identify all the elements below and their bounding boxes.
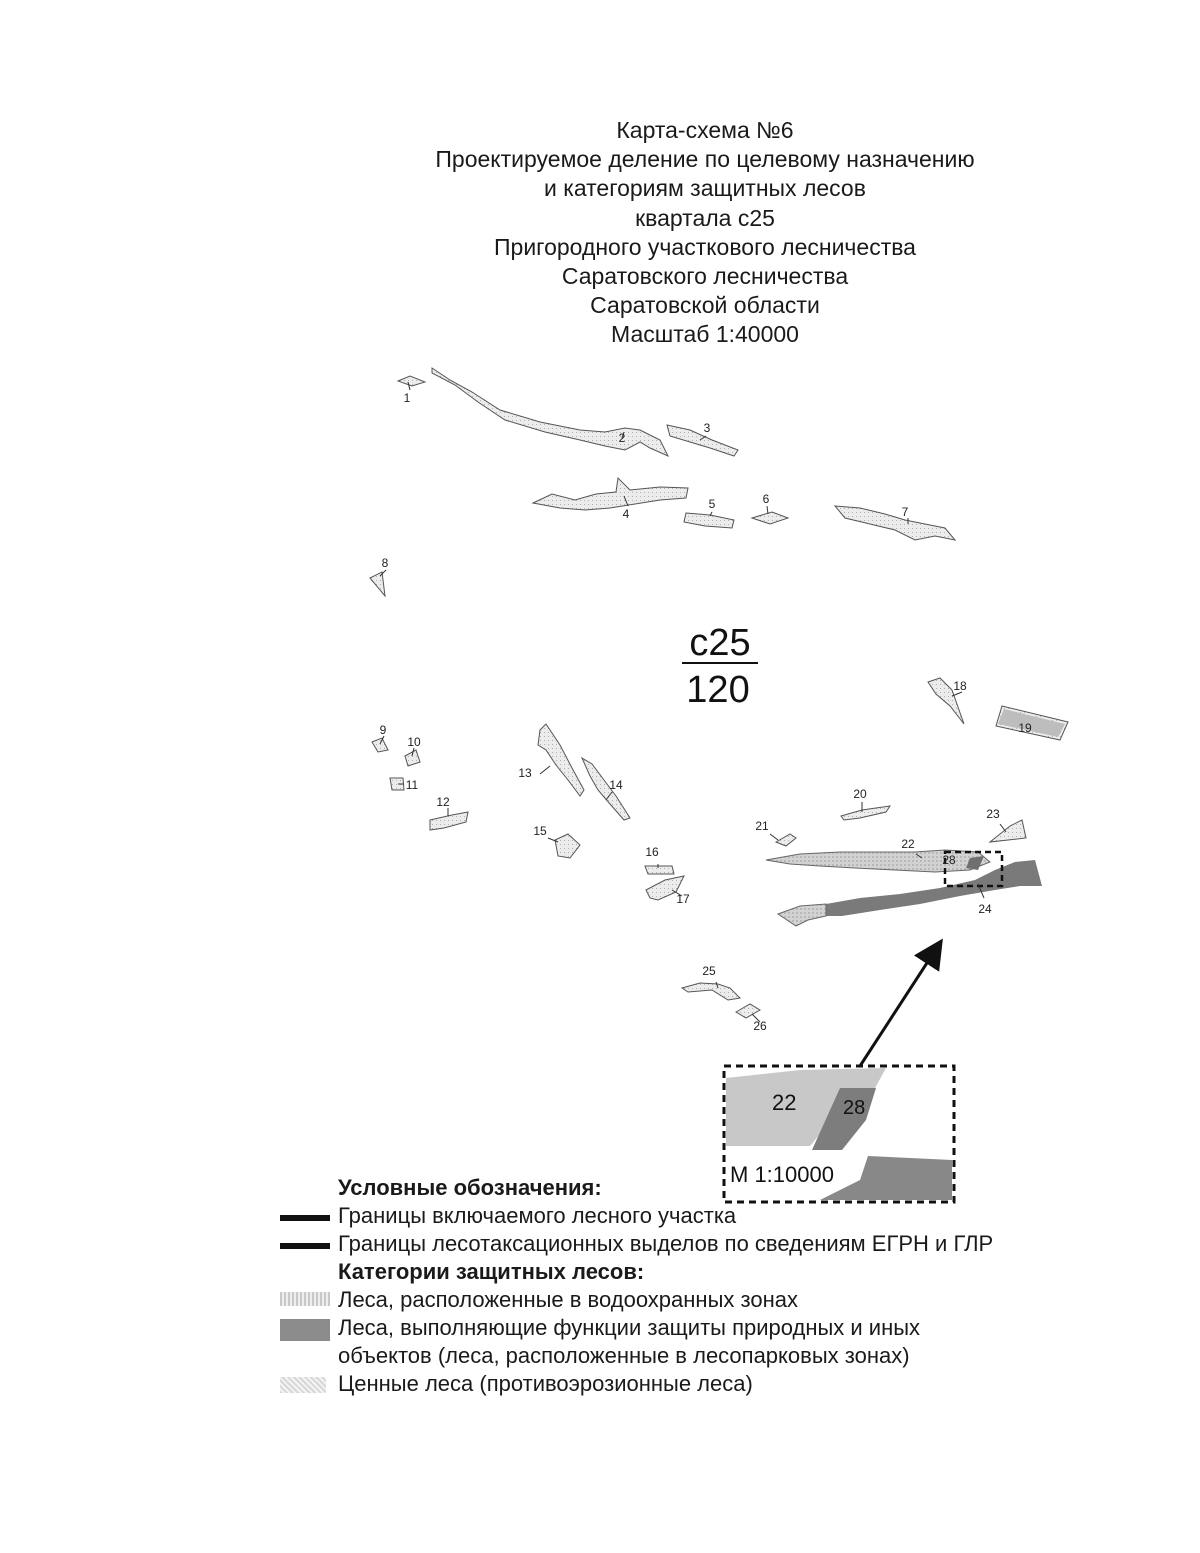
legend-row-valuable: [280, 1370, 993, 1398]
plot-number-11: 11: [405, 778, 419, 792]
plot-26: [736, 1004, 760, 1018]
plot-number-26: 26: [753, 1019, 767, 1033]
title-line: Проектируемое деление по целевому назначению: [435, 146, 975, 173]
plot-1: [398, 376, 425, 386]
legend-heading: Условные обозначения:: [338, 1175, 602, 1200]
plot-number-6: 6: [762, 492, 770, 506]
plot-number-1: 1: [403, 391, 411, 405]
plot-number-14: 14: [609, 778, 623, 792]
plot-23: [990, 820, 1026, 842]
legend-categories-heading: Категории защитных лесов:: [338, 1259, 645, 1284]
plot-7: [835, 506, 955, 540]
legend-row-boundary-egrn: [280, 1230, 993, 1258]
plot-number-25: 25: [702, 964, 716, 978]
plot-2: [432, 368, 668, 456]
plot-25: [682, 983, 740, 1000]
plot-number-19: 19: [1018, 721, 1032, 735]
legend: [280, 1174, 993, 1398]
leader-line: [540, 766, 550, 774]
plot-number-7: 7: [901, 505, 909, 519]
plot-number-4: 4: [622, 507, 630, 521]
leader-line: [767, 506, 768, 514]
plot-number-3: 3: [703, 421, 711, 435]
plot-12: [430, 812, 468, 830]
legend-label: Ценные леса (противоэрозионные леса): [338, 1371, 753, 1396]
inset-arrow: [860, 946, 938, 1066]
inset-scale: М 1:10000: [730, 1162, 834, 1187]
legend-label: Леса, расположенные в водоохранных зонах: [338, 1287, 798, 1312]
legend-swatch-water: [280, 1292, 330, 1306]
plot-6: [752, 512, 788, 524]
title-line: Саратовской области: [590, 292, 820, 319]
legend-label: Границы лесотаксационных выделов по сведениям ЕГРН и ГЛР: [338, 1231, 994, 1256]
plot-number-16: 16: [645, 845, 659, 859]
plot-number-5: 5: [708, 497, 716, 511]
plot-22: [766, 850, 990, 872]
plot-number-17: 17: [676, 892, 690, 906]
quarter-number: с25: [689, 622, 751, 664]
title-line: Пригородного участкового лесничества: [494, 233, 916, 260]
plot-20: [841, 806, 890, 820]
plot-4: [533, 478, 688, 510]
leader-line: [770, 834, 778, 840]
legend-row-park-cont: [280, 1342, 993, 1370]
plot-number-12: 12: [436, 795, 450, 809]
plot-8: [370, 572, 385, 596]
plot-number-8: 8: [381, 556, 389, 570]
plot-16: [645, 866, 674, 874]
quarter-area: 120: [686, 669, 750, 711]
legend-swatch-valuable: [280, 1377, 326, 1393]
title-line: Саратовского лесничества: [561, 263, 849, 290]
plot-21: [776, 834, 796, 846]
plot-number-2: 2: [618, 431, 626, 445]
plot-number-21: 21: [755, 819, 769, 833]
plot-number-22: 22: [901, 837, 915, 851]
plot-number-10: 10: [407, 735, 421, 749]
plot-number-24: 24: [978, 902, 992, 916]
plot-number-20: 20: [853, 787, 867, 801]
plot-9: [372, 738, 388, 752]
legend-swatch-park: [280, 1319, 330, 1341]
legend-row-park: [280, 1314, 993, 1342]
legend-swatch-line: [280, 1243, 330, 1249]
plot-number-15: 15: [533, 824, 547, 838]
title-line: Карта-схема №6: [616, 117, 794, 143]
plot-number-18: 18: [953, 679, 967, 693]
plot-5: [684, 513, 734, 528]
title-line: квартала с25: [635, 204, 775, 231]
legend-row-water: [280, 1286, 993, 1314]
inset-label-22: 22: [772, 1090, 797, 1115]
plot-number-23: 23: [986, 807, 1000, 821]
plot-14: [582, 758, 630, 820]
title-line: Масштаб 1:40000: [611, 321, 799, 348]
title-line: и категориям защитных лесов: [544, 175, 866, 202]
legend-label: Границы включаемого лесного участка: [338, 1203, 737, 1228]
plot-13: [538, 724, 584, 796]
plot-3: [667, 425, 738, 456]
leader-line: [1000, 824, 1006, 832]
inset-label-28: 28: [843, 1097, 866, 1119]
legend-row-boundary-included: [280, 1202, 993, 1230]
plot-15: [555, 834, 580, 858]
plot-number-28: 28: [942, 853, 956, 867]
legend-label: объектов (леса, расположенные в лесопарковых зонах): [338, 1343, 910, 1368]
legend-swatch-line: [280, 1215, 330, 1221]
legend-label: Леса, выполняющие функции защиты природных и иных: [338, 1315, 921, 1340]
plot-number-9: 9: [379, 723, 387, 737]
plot-24-tail: [778, 904, 826, 926]
plot-number-13: 13: [518, 766, 532, 780]
